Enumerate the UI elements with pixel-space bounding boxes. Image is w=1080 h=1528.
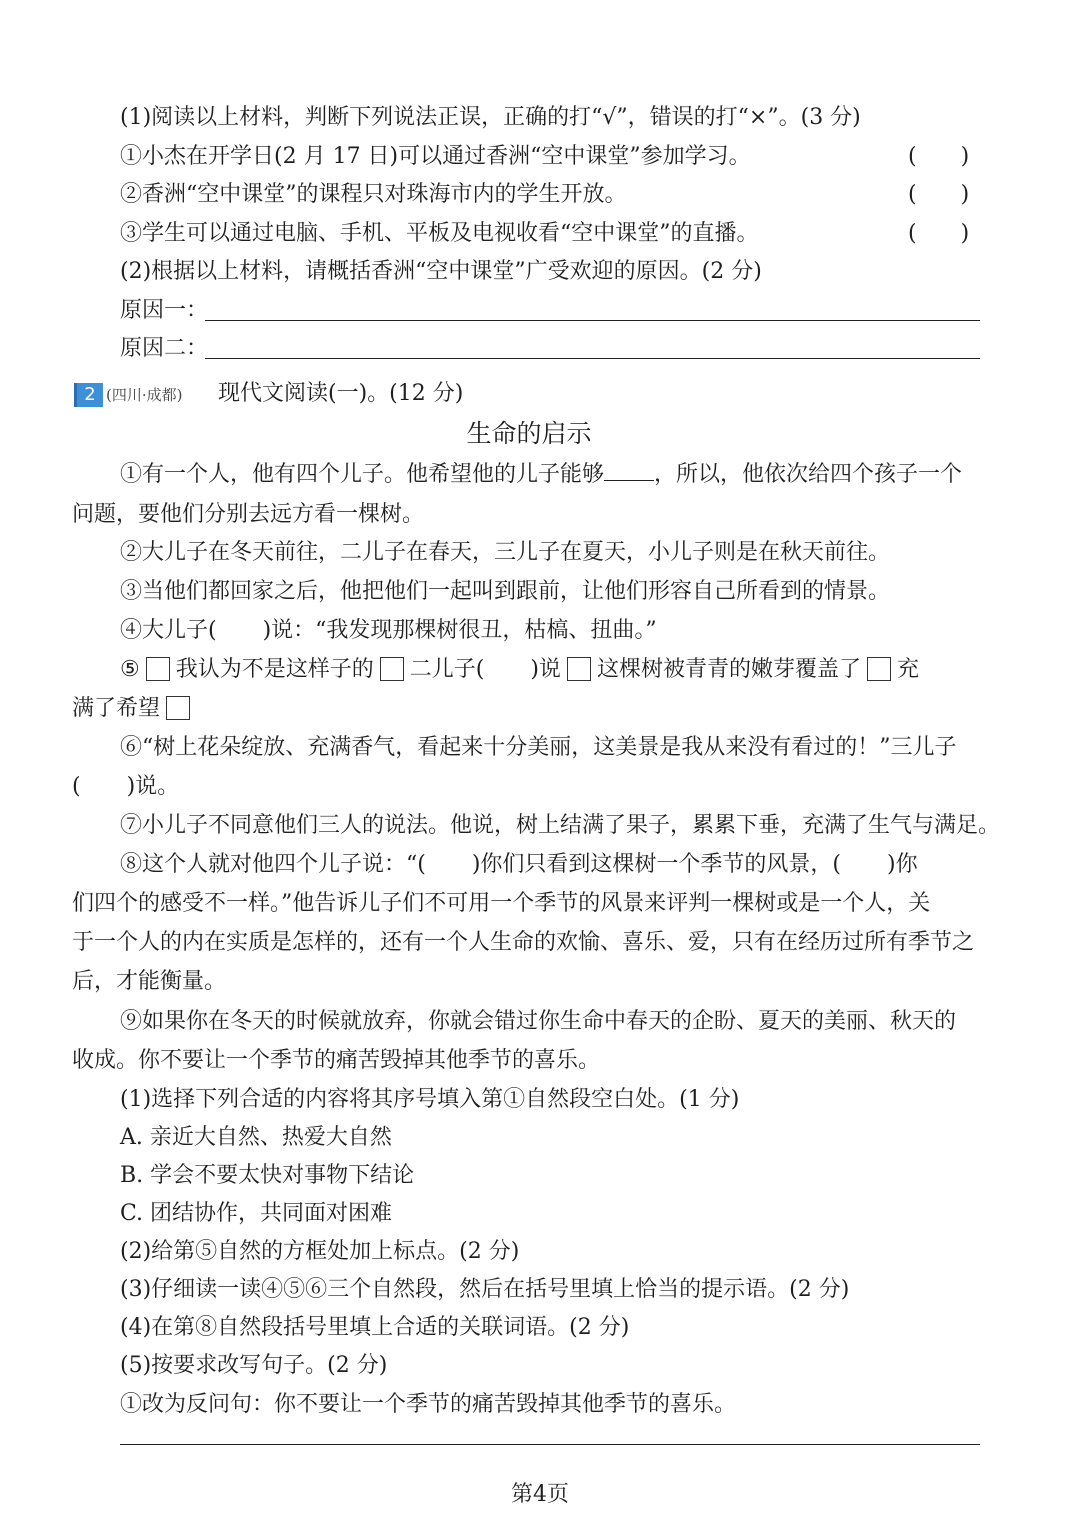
- p4-text-a: ④大儿子(: [120, 618, 217, 643]
- p6-text-c: )说。: [126, 774, 180, 799]
- reason-2-answer-line[interactable]: [205, 358, 980, 359]
- p1-text-b: ，所以，他依次给四个孩子一个: [654, 462, 963, 487]
- rewrite-answer-line[interactable]: [120, 1444, 980, 1445]
- p5-text-a: ⑤: [120, 657, 140, 682]
- paragraph-5-line-1: [120, 655, 919, 685]
- sub-question-3: (3)仔细读一读④⑤⑥三个自然段，然后在括号里填上恰当的提示语。(2 分): [120, 1277, 850, 1302]
- paragraph-4: [120, 616, 657, 646]
- answer-paren-3[interactable]: ( ): [908, 221, 970, 246]
- answer-paren-1[interactable]: ( ): [908, 144, 970, 169]
- p1-text-a: ①有一个人，他有四个儿子。他希望他的儿子能够: [120, 462, 605, 487]
- punctuation-box[interactable]: [567, 657, 591, 681]
- paragraph-7: ⑦小儿子不同意他们三人的说法。他说，树上结满了果子，累累下垂，充满了生气与满足。: [120, 813, 1001, 838]
- option-c: C. 团结协作，共同面对困难: [120, 1201, 393, 1226]
- option-b: B. 学会不要太快对事物下结论: [120, 1163, 415, 1188]
- passage-title: 生命的启示: [466, 419, 592, 448]
- reason-1-label: 原因一：: [120, 298, 209, 323]
- sub-question-2: (2)给第⑤自然的方框处加上标点。(2 分): [120, 1239, 520, 1264]
- p8-text-c: )你: [887, 852, 918, 877]
- question-1-prompt: (1)阅读以上材料，判断下列说法正误，正确的打“√”，错误的打“×”。(3 分): [120, 105, 861, 130]
- paragraph-3: ③当他们都回家之后，他把他们一起叫到跟前，让他们形容自己所看到的情景。: [120, 579, 891, 604]
- reason-2-label: 原因二：: [120, 336, 209, 361]
- judgement-item-3: ③学生可以通过电脑、手机、平板及电视收看“空中课堂”的直播。: [120, 221, 759, 246]
- paragraph-2: ②大儿子在冬天前往，二儿子在春天，三儿子在夏天，小儿子则是在秋天前往。: [120, 540, 891, 565]
- p8-text-a: ⑧这个人就对他四个儿子说：“(: [120, 852, 426, 877]
- question-number-badge: 2: [74, 383, 103, 407]
- punctuation-box[interactable]: [146, 657, 170, 681]
- punctuation-box[interactable]: [867, 657, 891, 681]
- paragraph-8-line-1: [120, 850, 918, 880]
- fill-blank[interactable]: [604, 460, 654, 481]
- question-2-prompt: (2)根据以上材料，请概括香洲“空中课堂”广受欢迎的原因。(2 分): [120, 259, 762, 284]
- rewrite-instruction: ①改为反问句：你不要让一个季节的痛苦毁掉其他季节的喜乐。: [120, 1392, 737, 1417]
- p5-text-d: )说: [530, 657, 561, 682]
- source-label: (四川·成都): [106, 386, 183, 404]
- p6-text-b: (: [72, 774, 81, 799]
- option-a: A. 亲近大自然、热爱大自然: [120, 1125, 392, 1150]
- paragraph-9-line-2: 收成。你不要让一个季节的痛苦毁掉其他季节的喜乐。: [72, 1048, 601, 1073]
- answer-paren-2[interactable]: ( ): [908, 182, 970, 207]
- paragraph-6-line-2: [72, 772, 179, 802]
- paragraph-8-line-3: 于一个人的内在实质是怎样的，还有一个人生命的欢愉、喜乐、爱，只有在经历过所有季节之: [72, 930, 975, 955]
- judgement-item-2: ②香洲“空中课堂”的课程只对珠海市内的学生开放。: [120, 182, 627, 207]
- paragraph-8-line-2: 们四个的感受不一样。”他告诉儿子们不可用一个季节的风景来评判一棵树或是一个人，关: [72, 891, 931, 916]
- paragraph-5-line-2: [72, 694, 196, 724]
- paragraph-1-line-1: [120, 460, 962, 490]
- reason-1-answer-line[interactable]: [205, 320, 980, 321]
- p5-text-b: 我认为不是这样子的: [175, 657, 374, 682]
- sub-question-4: (4)在第⑧自然段括号里填上合适的关联词语。(2 分): [120, 1315, 630, 1340]
- p5-text-e: 这棵树被青青的嫩芽覆盖了: [596, 657, 861, 682]
- paragraph-9-line-1: ⑨如果你在冬天的时候就放弃，你就会错过你生命中春天的企盼、夏天的美丽、秋天的: [120, 1009, 957, 1034]
- section-heading: 现代文阅读(一)。(12 分): [218, 381, 464, 406]
- paragraph-1-line-2: 问题，要他们分别去远方看一棵树。: [72, 502, 425, 527]
- judgement-item-1: ①小杰在开学日(2 月 17 日)可以通过香洲“空中课堂”参加学习。: [120, 144, 751, 169]
- paragraph-6-line-1: ⑥“树上花朵绽放、充满香气，看起来十分美丽，这美景是我从来没有看过的！”三儿子: [120, 735, 957, 760]
- p5-text-g: 满了希望: [72, 696, 161, 721]
- sub-question-1: (1)选择下列合适的内容将其序号填入第①自然段空白处。(1 分): [120, 1087, 740, 1112]
- punctuation-box[interactable]: [380, 657, 404, 681]
- sub-question-5: (5)按要求改写句子。(2 分): [120, 1353, 388, 1378]
- page-number: 第4页: [511, 1482, 569, 1507]
- p5-text-c: 二儿子(: [409, 657, 485, 682]
- p4-text-b: )说：“我发现那棵树很丑，枯槁、扭曲。”: [262, 618, 657, 643]
- punctuation-box[interactable]: [166, 696, 190, 720]
- p8-text-b: )你们只看到这棵树一个季节的风景，(: [471, 852, 842, 877]
- paragraph-8-line-4: 后，才能衡量。: [72, 969, 227, 994]
- p5-text-f: 充: [896, 657, 919, 682]
